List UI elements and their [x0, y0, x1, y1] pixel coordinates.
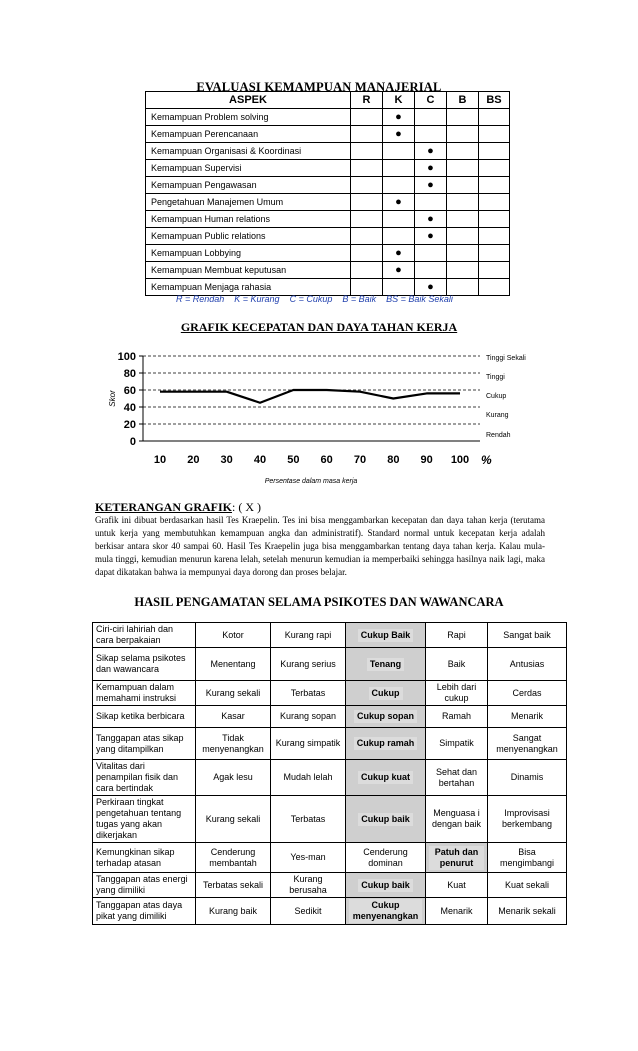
- hasil-title: HASIL PENGAMATAN SELAMA PSIKOTES DAN WAWANCARA: [134, 595, 504, 609]
- hasil-option-text: Patuh dan penurut: [429, 846, 484, 870]
- hasil-label: Perkiraan tingkat pengetahuan tentang tugas yang akan dikerjakan: [93, 796, 196, 843]
- rating-cell-bs: [479, 177, 510, 194]
- evaluasi-row: [146, 211, 510, 228]
- rating-cell-c: [415, 160, 447, 177]
- hasil-label: Kemungkinan sikap terhadap atasan: [93, 843, 196, 873]
- y-tick-label: 80: [123, 368, 136, 380]
- rating-cell-b: [447, 279, 479, 296]
- hasil-row: [93, 728, 567, 760]
- hasil-option-text: Cukup kuat: [358, 771, 413, 784]
- right-level-label: Tinggi Sekali: [486, 355, 526, 362]
- hasil-label: Vitalitas dari penampilan fisik dan cara bertindak: [93, 760, 196, 796]
- hasil-option: Dinamis: [488, 760, 567, 796]
- x-tick-label: 10: [153, 454, 167, 466]
- rating-cell-b: [447, 228, 479, 245]
- rating-cell-bs: [479, 143, 510, 160]
- keterangan-heading: KETERANGAN GRAFIK: [95, 500, 233, 514]
- evaluasi-aspek: Kemampuan Human relations: [146, 211, 351, 228]
- x-tick-label: 90: [420, 454, 433, 466]
- rating-cell-c: [415, 177, 447, 194]
- hasil-option: Rapi: [426, 623, 488, 648]
- evaluasi-aspek: Kemampuan Supervisi: [146, 160, 351, 177]
- rating-cell-b: [447, 177, 479, 194]
- hasil-row: [93, 623, 567, 648]
- evaluasi-row: [146, 279, 510, 296]
- hasil-table: [92, 622, 567, 925]
- evaluasi-aspek: Kemampuan Problem solving: [146, 109, 351, 126]
- rating-dot-icon: ●: [427, 145, 434, 157]
- rating-cell-c: [415, 228, 447, 245]
- evaluasi-row: [146, 194, 510, 211]
- rating-cell-r: [351, 160, 383, 177]
- hasil-option: Terbatas: [271, 681, 346, 706]
- right-level-label: Kurang: [486, 412, 509, 419]
- x-tick-label: 30: [220, 454, 233, 466]
- hasil-option: Kurang berusaha: [271, 873, 346, 898]
- rating-cell-c: [415, 126, 447, 143]
- rating-cell-b: [447, 211, 479, 228]
- header-r: R: [351, 92, 383, 109]
- hasil-option: Sangat menyenangkan: [488, 728, 567, 760]
- hasil-option-selected: [346, 648, 426, 681]
- hasil-option: Kurang simpatik: [271, 728, 346, 760]
- rating-cell-k: [383, 160, 415, 177]
- rating-dot-icon: ●: [395, 247, 402, 259]
- evaluasi-aspek: Kemampuan Pengawasan: [146, 177, 351, 194]
- kraepelin-chart: [0, 340, 638, 490]
- right-level-label: Tinggi: [486, 374, 505, 381]
- evaluasi-row: [146, 109, 510, 126]
- x-unit-label: %: [481, 453, 492, 467]
- rating-cell-bs: [479, 194, 510, 211]
- rating-dot-icon: ●: [427, 230, 434, 242]
- hasil-option: Kurang serius: [271, 648, 346, 681]
- hasil-option: Cenderung membantah: [196, 843, 271, 873]
- hasil-option-selected: [346, 681, 426, 706]
- hasil-option: Bisa mengimbangi: [488, 843, 567, 873]
- evaluasi-row: [146, 143, 510, 160]
- header-c: C: [415, 92, 447, 109]
- hasil-option: Simpatik: [426, 728, 488, 760]
- rating-cell-c: [415, 245, 447, 262]
- rating-cell-b: [447, 262, 479, 279]
- rating-dot-icon: ●: [427, 179, 434, 191]
- hasil-option: Kurang baik: [196, 898, 271, 925]
- hasil-option: Menguasa i dengan baik: [426, 796, 488, 843]
- evaluasi-aspek: Kemampuan Menjaga rahasia: [146, 279, 351, 296]
- rating-cell-r: [351, 279, 383, 296]
- rating-cell-k: [383, 228, 415, 245]
- rating-dot-icon: ●: [395, 111, 402, 123]
- rating-cell-b: [447, 194, 479, 211]
- hasil-option-selected: [346, 898, 426, 925]
- evaluasi-row: [146, 228, 510, 245]
- hasil-label: Sikap ketika berbicara: [93, 706, 196, 728]
- rating-cell-bs: [479, 228, 510, 245]
- rating-dot-icon: ●: [395, 196, 402, 208]
- rating-cell-r: [351, 211, 383, 228]
- x-tick-label: 60: [320, 454, 333, 466]
- rating-dot-icon: ●: [395, 264, 402, 276]
- hasil-option-text: Cukup ramah: [354, 737, 418, 750]
- rating-cell-c: [415, 109, 447, 126]
- rating-cell-r: [351, 194, 383, 211]
- evaluasi-aspek: Pengetahuan Manajemen Umum: [146, 194, 351, 211]
- y-tick-label: 20: [123, 419, 136, 431]
- evaluasi-aspek: Kemampuan Membuat keputusan: [146, 262, 351, 279]
- hasil-option-text: Cukup Baik: [358, 629, 414, 642]
- x-tick-label: 20: [187, 454, 200, 466]
- hasil-option: Cerdas: [488, 681, 567, 706]
- rating-cell-k: [383, 279, 415, 296]
- rating-cell-k: [383, 126, 415, 143]
- rating-cell-r: [351, 262, 383, 279]
- evaluasi-row: [146, 160, 510, 177]
- rating-cell-k: [383, 262, 415, 279]
- hasil-option: Kotor: [196, 623, 271, 648]
- hasil-option: Kurang rapi: [271, 623, 346, 648]
- rating-cell-b: [447, 245, 479, 262]
- rating-cell-r: [351, 245, 383, 262]
- series-line: [160, 390, 460, 403]
- rating-cell-bs: [479, 109, 510, 126]
- x-tick-label: 50: [287, 454, 300, 466]
- header-aspek: ASPEK: [146, 92, 351, 109]
- hasil-option-text: Cukup sopan: [354, 710, 417, 723]
- hasil-option: Cenderung dominan: [346, 843, 426, 873]
- header-k: K: [383, 92, 415, 109]
- hasil-option: Baik: [426, 648, 488, 681]
- hasil-option: Kurang sopan: [271, 706, 346, 728]
- hasil-option-text: Cukup menyenangkan: [349, 899, 422, 923]
- rating-cell-k: [383, 245, 415, 262]
- rating-cell-k: [383, 211, 415, 228]
- hasil-option: Agak lesu: [196, 760, 271, 796]
- rating-cell-r: [351, 126, 383, 143]
- hasil-option: Mudah lelah: [271, 760, 346, 796]
- rating-cell-b: [447, 109, 479, 126]
- hasil-option: Menarik sekali: [488, 898, 567, 925]
- rating-dot-icon: ●: [427, 162, 434, 174]
- rating-cell-b: [447, 126, 479, 143]
- hasil-option: Kurang sekali: [196, 681, 271, 706]
- right-level-label: Rendah: [486, 432, 511, 439]
- hasil-option: Sangat baik: [488, 623, 567, 648]
- hasil-option: Improvisasi berkembang: [488, 796, 567, 843]
- hasil-option-selected: [346, 728, 426, 760]
- keterangan-text: Grafik ini dibuat berdasarkan hasil Tes Kraepelin. Tes ini bisa menggambarkan kecepatan dan daya tahan kerja (terutama untuk kerja yang membutuhkan kemampuan angka dan administratif). Standard normal untuk kecepatan kerja adalah berkisar antara skor 40 sampai 60. Hasil Tes Kraepelin juga bisa menggambarkan tentang daya tahan kerja. Kalau mula-mula tinggi, kemudian menurun karena lelah, setelah menurun kemudian ia memperbaiki sehingga hasilnya naik lagi, maka dapat dikatakan bahwa ia mempunyai daya dorong dan proses belajar.: [95, 515, 545, 577]
- right-level-label: Cukup: [486, 393, 507, 400]
- hasil-option: Tidak menyenangkan: [196, 728, 271, 760]
- evaluasi-aspek: Kemampuan Organisasi & Koordinasi: [146, 143, 351, 160]
- evaluasi-header-row: [146, 92, 510, 109]
- hasil-option: Terbatas sekali: [196, 873, 271, 898]
- y-tick-label: 100: [117, 351, 136, 363]
- rating-cell-r: [351, 228, 383, 245]
- evaluasi-row: [146, 245, 510, 262]
- rating-cell-c: [415, 279, 447, 296]
- hasil-option: Sedikit: [271, 898, 346, 925]
- hasil-option: Menarik: [426, 898, 488, 925]
- hasil-label: Sikap selama psikotes dan wawancara: [93, 648, 196, 681]
- evaluasi-row: [146, 126, 510, 143]
- x-tick-label: 70: [353, 454, 367, 466]
- hasil-option-text: Cukup: [369, 687, 403, 700]
- rating-dot-icon: ●: [427, 213, 434, 225]
- rating-cell-c: [415, 211, 447, 228]
- x-tick-label: 40: [253, 454, 267, 466]
- hasil-option: Yes-man: [271, 843, 346, 873]
- hasil-option: Terbatas: [271, 796, 346, 843]
- evaluasi-row: [146, 262, 510, 279]
- hasil-label: Tanggapan atas sikap yang ditampilkan: [93, 728, 196, 760]
- keterangan-heading-line: [95, 500, 261, 515]
- rating-cell-bs: [479, 262, 510, 279]
- rating-cell-bs: [479, 160, 510, 177]
- evaluasi-aspek: Kemampuan Public relations: [146, 228, 351, 245]
- hasil-option-selected: [346, 623, 426, 648]
- hasil-option: Ramah: [426, 706, 488, 728]
- rating-dot-icon: ●: [427, 281, 434, 293]
- hasil-option: Antusias: [488, 648, 567, 681]
- rating-cell-bs: [479, 279, 510, 296]
- rating-cell-c: [415, 143, 447, 160]
- hasil-option-text: Cukup baik: [358, 879, 413, 892]
- rating-cell-c: [415, 194, 447, 211]
- x-tick-label: 100: [450, 454, 470, 466]
- hasil-label: Tanggapan atas energi yang dimiliki: [93, 873, 196, 898]
- hasil-label: Kemampuan dalam memahami instruksi: [93, 681, 196, 706]
- hasil-row: [93, 898, 567, 925]
- hasil-label: Ciri-ciri lahiriah dan cara berpakaian: [93, 623, 196, 648]
- hasil-option: Kasar: [196, 706, 271, 728]
- hasil-option: Kurang sekali: [196, 796, 271, 843]
- hasil-option-selected: [346, 706, 426, 728]
- evaluasi-title: EVALUASI KEMAMPUAN MANAJERIAL: [196, 80, 442, 94]
- hasil-option: Kuat sekali: [488, 873, 567, 898]
- hasil-row: [93, 706, 567, 728]
- keterangan-heading-suffix: : ( X ): [232, 500, 262, 514]
- rating-cell-bs: [479, 245, 510, 262]
- hasil-row: [93, 796, 567, 843]
- hasil-row: [93, 873, 567, 898]
- x-tick-label: 80: [387, 454, 400, 466]
- header-b: B: [447, 92, 479, 109]
- rating-dot-icon: ●: [395, 128, 402, 140]
- hasil-row: [93, 681, 567, 706]
- rating-cell-k: [383, 177, 415, 194]
- hasil-option-selected: [426, 843, 488, 873]
- hasil-option: Menentang: [196, 648, 271, 681]
- rating-cell-b: [447, 160, 479, 177]
- evaluasi-legend: R = Rendah K = Kurang C = Cukup B = Baik BS = Baik Sekali: [176, 294, 453, 304]
- chart-title: GRAFIK KECEPATAN DAN DAYA TAHAN KERJA: [180, 320, 458, 334]
- hasil-label: Tanggapan atas daya pikat yang dimiliki: [93, 898, 196, 925]
- evaluasi-aspek: Kemampuan Lobbying: [146, 245, 351, 262]
- hasil-row: [93, 648, 567, 681]
- y-tick-label: 0: [129, 436, 136, 448]
- rating-cell-b: [447, 143, 479, 160]
- rating-cell-bs: [479, 211, 510, 228]
- rating-cell-c: [415, 262, 447, 279]
- hasil-option-text: Cukup baik: [358, 813, 413, 826]
- rating-cell-r: [351, 109, 383, 126]
- hasil-option: Kuat: [426, 873, 488, 898]
- rating-cell-k: [383, 194, 415, 211]
- hasil-row: [93, 760, 567, 796]
- y-tick-label: 60: [123, 385, 136, 397]
- rating-cell-r: [351, 177, 383, 194]
- hasil-option-selected: [346, 796, 426, 843]
- header-bs: BS: [479, 92, 510, 109]
- evaluasi-aspek: Kemampuan Perencanaan: [146, 126, 351, 143]
- hasil-option-selected: [346, 760, 426, 796]
- hasil-option-text: Tenang: [367, 658, 404, 671]
- y-axis-label: Skor: [108, 390, 117, 407]
- hasil-option-selected: [346, 873, 426, 898]
- evaluasi-row: [146, 177, 510, 194]
- evaluasi-table: [145, 91, 510, 296]
- y-tick-label: 40: [123, 402, 136, 414]
- x-axis-label: Persentase dalam masa kerja: [264, 478, 358, 485]
- hasil-row: [93, 843, 567, 873]
- rating-cell-k: [383, 143, 415, 160]
- hasil-option: Lebih dari cukup: [426, 681, 488, 706]
- rating-cell-r: [351, 143, 383, 160]
- hasil-option: Sehat dan bertahan: [426, 760, 488, 796]
- rating-cell-bs: [479, 126, 510, 143]
- hasil-option: Menarik: [488, 706, 567, 728]
- rating-cell-k: [383, 109, 415, 126]
